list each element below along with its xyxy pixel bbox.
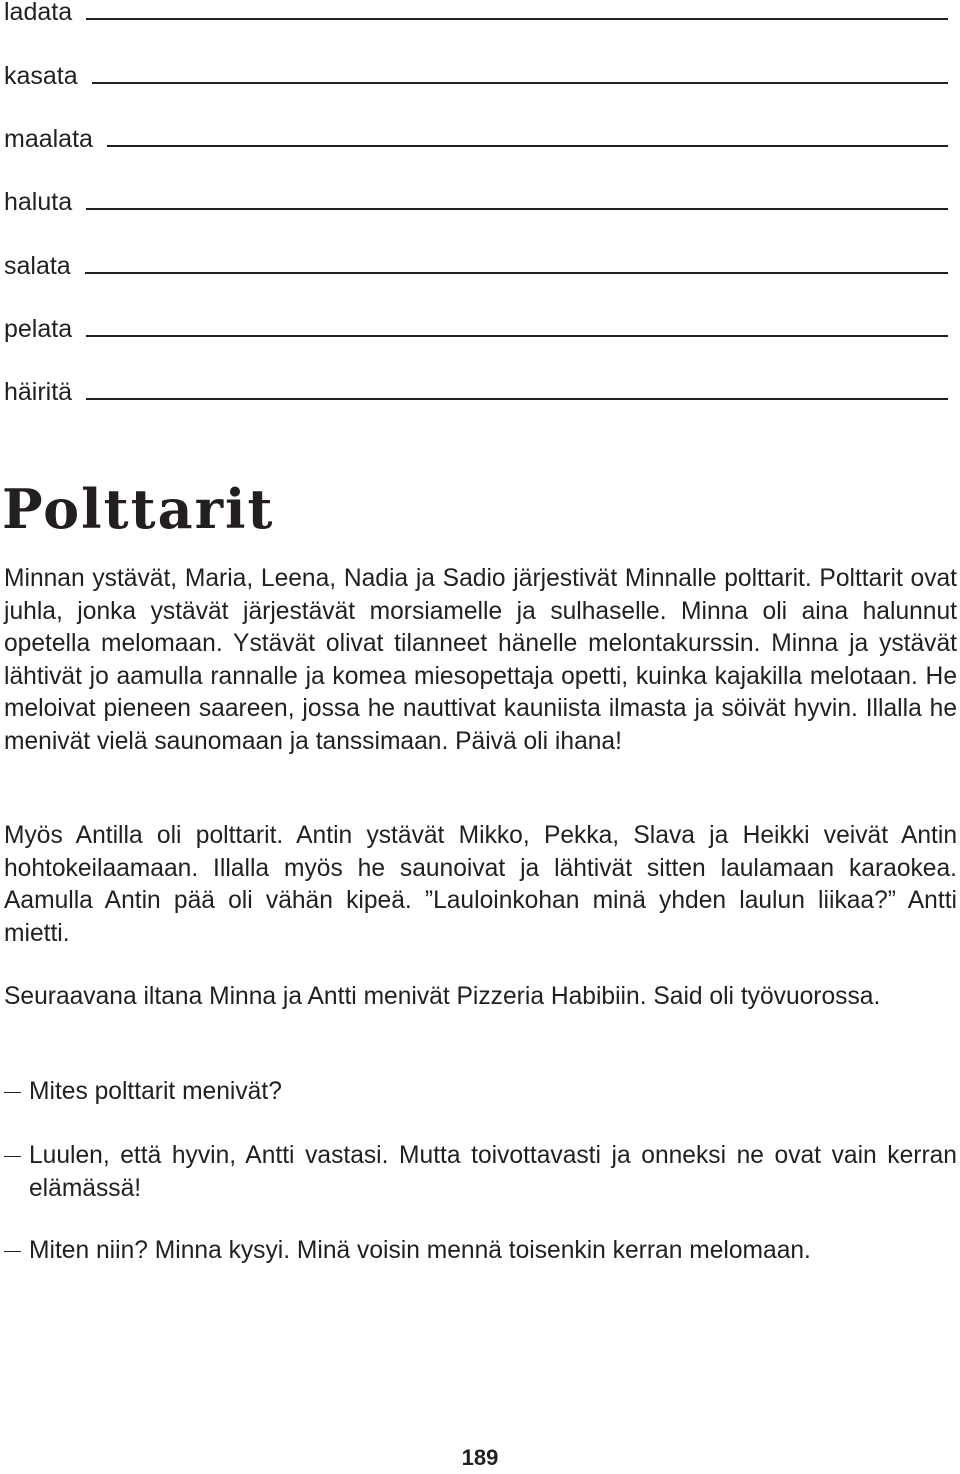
exercise-row (4, 368, 948, 408)
dialogue-line (4, 1140, 957, 1205)
answer-line (86, 208, 948, 210)
answer-line (86, 398, 948, 400)
answer-line (92, 82, 948, 84)
exercise-row (4, 178, 948, 218)
dash-marker (4, 1140, 29, 1173)
exercise-row (4, 0, 948, 28)
exercise-row (4, 52, 948, 92)
exercise-row (4, 115, 948, 155)
exercise-word: haluta (4, 188, 73, 216)
story-paragraph: Minnan ystävät, Maria, Leena, Nadia ja Sadio järjestivät Minnalle polttarit. Polttarit ovat juhla, jonka ystävät järjestävät morsiamelle ja sulhaselle. Minna oli aina halunnut opetella melomaan. Ystävät olivat tilanneet hänelle melontakurssin. Minna ja ystävät lähtivät jo aamulla rannalle ja komea miesopettaja opetti, kuinka kajakilla melotaan. He meloivat pieneen saareen, jossa he nauttivat kauniista ilmasta ja söivät hyvin. Illalla he menivät vielä saunomaan ja tanssimaan. Päivä oli ihana! (4, 565, 957, 755)
exercise-word: pelata (4, 315, 73, 343)
answer-line (85, 272, 948, 274)
dialogue-text: Miten niin? Minna kysyi. Minä voisin mennä toisenkin kerran melomaan. (29, 1237, 811, 1264)
exercise-word: häiritä (4, 378, 73, 406)
dash-marker (4, 1076, 29, 1109)
exercise-word: salata (4, 252, 71, 280)
exercise-word: maalata (4, 125, 93, 153)
page-number: 189 (461, 1445, 499, 1470)
dialogue-text: Mites polttarit menivät? (29, 1078, 282, 1105)
exercise-word: ladata (4, 0, 73, 26)
story-title: Polttarit (2, 477, 275, 541)
exercise-row (4, 305, 948, 345)
story-paragraph: Myös Antilla oli polttarit. Antin ystävät Mikko, Pekka, Slava ja Heikki veivät Antin hohtokeilaamaan. Illalla myös he saunoivat ja lähtivät sitten laulamaan karaokea. Aamulla Antin pää oli vähän kipeä. ”Lauloinkohan minä yhden laulun liikaa?” Antti mietti. (4, 822, 957, 947)
story-paragraph: Seuraavana iltana Minna ja Antti menivät Pizzeria Habibiin. Said oli työvuorossa. (4, 983, 881, 1010)
exercise-word: kasata (4, 62, 78, 90)
answer-line (86, 335, 948, 337)
answer-line (107, 145, 948, 147)
dialogue-line (4, 1076, 957, 1109)
dialogue-text: Luulen, että hyvin, Antti vastasi. Mutta toivottavasti ja onneksi ne ovat vain kerran elämässä! (29, 1142, 957, 1202)
exercise-row (4, 242, 948, 282)
dialogue-line (4, 1235, 957, 1268)
dash-marker (4, 1235, 29, 1268)
answer-line (86, 18, 948, 20)
